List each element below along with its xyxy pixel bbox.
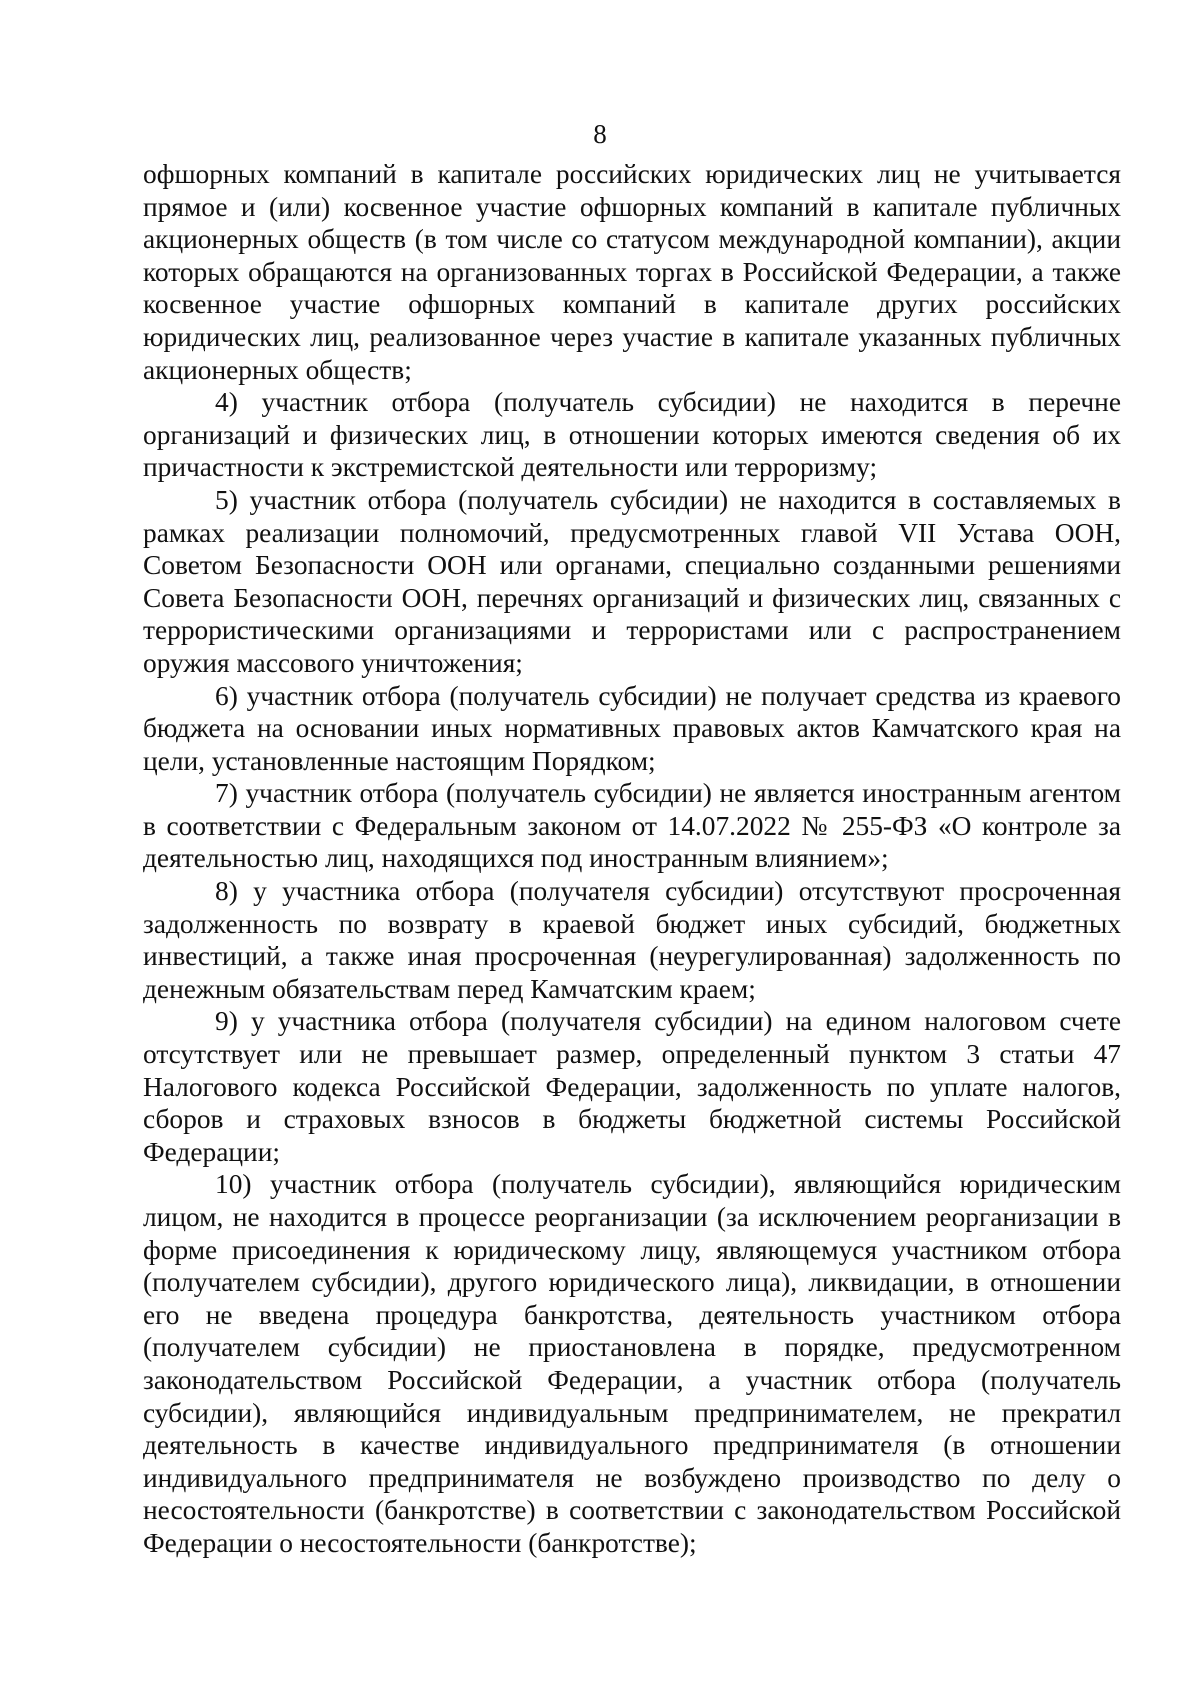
paragraph-item-4: 4) участник отбора (получатель субсидии) не находится в перечне организаций и физических лиц, в отношении которых имеются сведения об их причастности к экстремистской деятельности или терроризму; <box>143 387 1121 483</box>
document-body <box>143 158 1121 1560</box>
page-number: 8 <box>593 119 607 149</box>
paragraph-item-8: 8) у участника отбора (получателя субсидии) отсутствуют просроченная задолженность по возврату в краевой бюджет иных субсидий, бюджетных инвестиций, а также иная просроченная (неурегулированная) задолженность по денежным обязательствам перед Камчатским краем; <box>143 876 1121 1004</box>
paragraph-offshore-continuation: офшорных компаний в капитале российских юридических лиц не учитывается прямое и (или) косвенное участие офшорных компаний в капитале публичных акционерных обществ (в том числе со статусом международной компании), акции которых обращаются на организованных торгах в Российской Федерации, а также косвенное участие офшорных компаний в капитале других российских юридических лиц, реализованное через участие в капитале указанных публичных акционерных обществ; <box>143 159 1121 385</box>
paragraph-item-5: 5) участник отбора (получатель субсидии) не находится в составляемых в рамках реализации полномочий, предусмотренных главой VII Устава ООН, Советом Безопасности ООН или органами, специально созданными решениями Совета Безопасности ООН, перечнях организаций и физических лиц, связанных с террористическими организациями и террористами или с распространением оружия массового уничтожения; <box>143 484 1121 678</box>
paragraph-item-9: 9) у участника отбора (получателя субсидии) на едином налоговом счете отсутствует или не превышает размер, определенный пунктом 3 статьи 47 Налогового кодекса Российской Федерации, задолженность по уплате налогов, сборов и страховых взносов в бюджеты бюджетной системы Российской Федерации; <box>143 1006 1121 1167</box>
paragraph-item-7: 7) участник отбора (получатель субсидии) не является иностранным агентом в соответствии с Федеральным законом от 14.07.2022 № 255-ФЗ «О контроле за деятельностью лиц, находящихся под иностранным влиянием»; <box>143 778 1121 874</box>
paragraph-item-10: 10) участник отбора (получатель субсидии), являющийся юридическим лицом, не находится в процессе реорганизации (за исключением реорганизации в форме присоединения к юридическому лицу, являющемуся участником отбора (получателем субсидии), другого юридического лица), ликвидации, в отношении его не введена процедура банкротства, деятельность участником отбора (получателем субсидии) не приостановлена в порядке, предусмотренном законодательством Российской Федерации, а участник отбора (получатель субсидии), являющийся индивидуальным предпринимателем, не прекратил деятельность в качестве индивидуального предпринимателя (в отношении индивидуального предпринимателя не возбуждено производство по делу о несостоятельности (банкротстве) в соответствии с законодательством Российской Федерации о несостоятельности (банкротстве); <box>143 1169 1121 1558</box>
paragraph-item-6: 6) участник отбора (получатель субсидии) не получает средства из краевого бюджета на основании иных нормативных правовых актов Камчатского края на цели, установленные настоящим Порядком; <box>143 680 1121 776</box>
